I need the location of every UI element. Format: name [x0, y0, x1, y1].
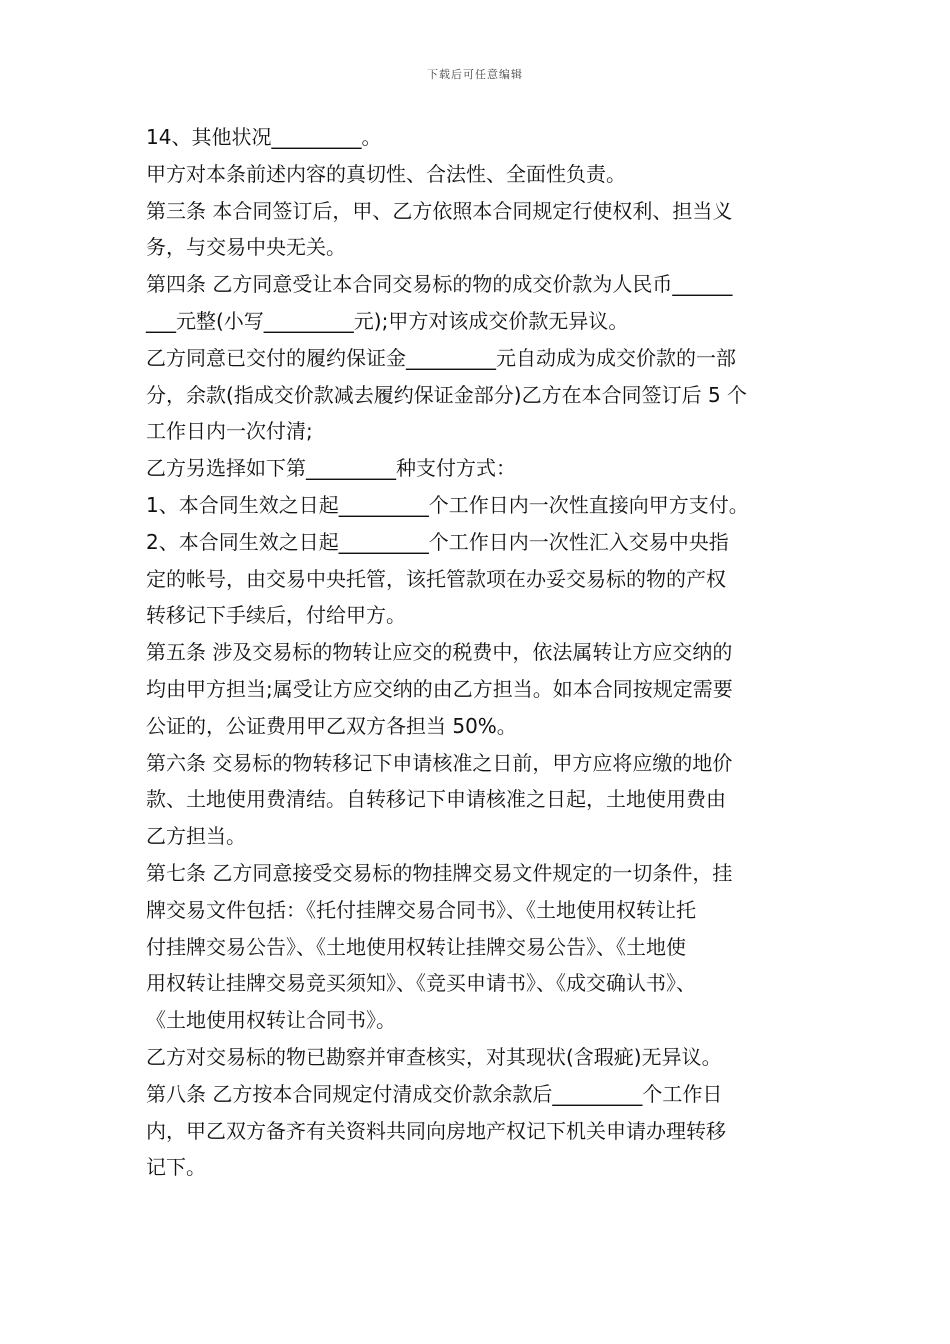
- text-line-20: 乙方担当。: [146, 824, 246, 849]
- page-header: 下载后可任意编辑: [427, 68, 523, 81]
- text-line-14: 转移记下手续后，付给甲方。: [146, 603, 406, 628]
- text-line-21: 第七条 乙方同意接受交易标的物挂牌交易文件规定的一切条件，挂: [146, 860, 733, 885]
- text-line-6: ___元整(小写_________元);甲方对该成交价款无异议。: [146, 308, 629, 333]
- text-line-5: 第四条 乙方同意受让本合同交易标的物的成交价款为人民币______: [146, 272, 733, 297]
- text-line-27: 第八条 乙方按本合同规定付清成交价款余款后_________个工作日: [146, 1081, 723, 1106]
- text-line-11: 1、本合同生效之日起_________个工作日内一次性直接向甲方支付。: [146, 492, 749, 517]
- text-line-17: 公证的，公证费用甲乙双方各担当 50%。: [146, 713, 517, 738]
- text-line-25: 《土地使用权转让合同书》。: [146, 1008, 396, 1033]
- text-line-18: 第六条 交易标的物转移记下申请核准之日前，甲方应将应缴的地价: [146, 750, 733, 775]
- text-line-2: 甲方对本条前述内容的真切性、合法性、全面性负责。: [146, 161, 626, 186]
- text-line-22: 牌交易文件包括：《托付挂牌交易合同书》、《土地使用权转让托: [146, 897, 696, 922]
- text-line-29: 记下。: [146, 1155, 206, 1180]
- text-line-19: 款、土地使用费清结。自转移记下申请核准之日起，土地使用费由: [146, 787, 726, 812]
- document-body: [146, 119, 814, 1186]
- text-line-9: 工作日内一次付清;: [146, 419, 313, 444]
- text-line-23: 付挂牌交易公告》、《土地使用权转让挂牌交易公告》、《土地使: [146, 934, 686, 959]
- text-line-10: 乙方另选择如下第_________种支付方式：: [146, 456, 516, 481]
- text-line-8: 分，余款(指成交价款减去履约保证金部分)乙方在本合同签订后 5 个: [146, 382, 748, 407]
- text-line-16: 均由甲方担当;属受让方应交纳的由乙方担当。如本合同按规定需要: [146, 676, 733, 701]
- text-line-12: 2、本合同生效之日起_________个工作日内一次性汇入交易中央指: [146, 529, 729, 554]
- text-line-26: 乙方对交易标的物已勘察并审查核实，对其现状(含瑕疵)无异议。: [146, 1044, 722, 1069]
- text-line-15: 第五条 涉及交易标的物转让应交的税费中，依法属转让方应交纳的: [146, 640, 733, 665]
- text-line-13: 定的帐号，由交易中央托管，该托管款项在办妥交易标的物的产权: [146, 566, 726, 591]
- text-line-3: 第三条 本合同签订后，甲、乙方依照本合同规定行使权利、担当义: [146, 198, 733, 223]
- text-line-7: 乙方同意已交付的履约保证金_________元自动成为成交价款的一部: [146, 345, 736, 370]
- text-line-1: 14、其他状况_________。: [146, 125, 382, 149]
- text-line-4: 务，与交易中央无关。: [146, 235, 346, 260]
- text-line-28: 内，甲乙双方备齐有关资料共同向房地产权记下机关申请办理转移: [146, 1118, 726, 1143]
- text-line-24: 用权转让挂牌交易竞买须知》、《竞买申请书》、《成交确认书》、: [146, 971, 696, 996]
